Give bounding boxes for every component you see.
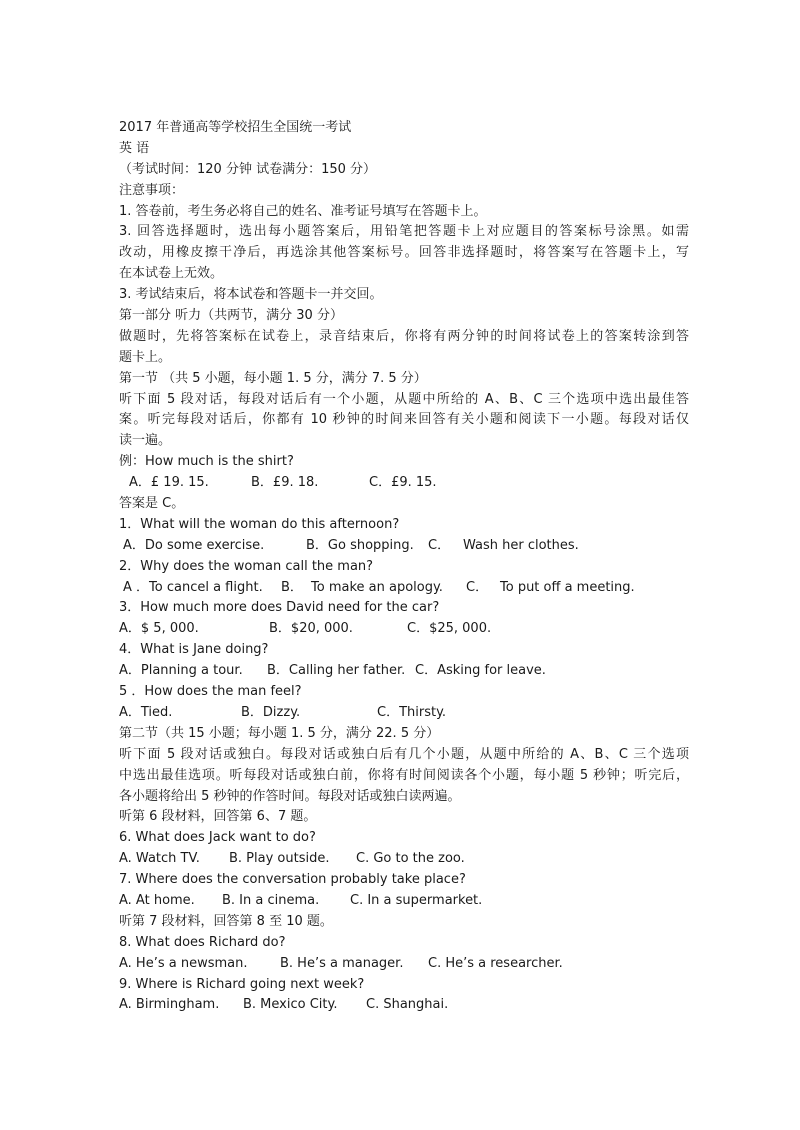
question-options [119, 954, 689, 975]
option: A．$ 5, 000. [119, 621, 199, 637]
option: C．Asking for leave. [415, 663, 546, 679]
option: B. Mexico City. [243, 997, 338, 1013]
option: C． [466, 579, 489, 595]
option: A．Planning a tour. [119, 663, 243, 679]
question-options [119, 703, 689, 724]
exam-time-info: （考试时间：120 分钟 试卷满分：150 分） [119, 161, 377, 177]
question-text: 9. Where is Richard going next week? [119, 976, 365, 992]
material-7-note: 听第 7 段材料，回答第 8 至 10 题。 [119, 913, 333, 929]
section1-instruction-line: 读一遍。 [119, 433, 172, 449]
option: C. Shanghai. [366, 997, 449, 1013]
section1-instruction-line: 案。听完每段对话后，你都有 10 秒钟的时间来回答有关小题和阅读下一小题。每段对话仅 [119, 412, 689, 428]
option: B．Go shopping. [306, 537, 414, 553]
notes-heading: 注意事项： [119, 182, 185, 198]
example-answer: 答案是 C。 [119, 496, 185, 512]
exam-subject: 英 语 [119, 140, 150, 156]
option: A. Birmingham. [119, 997, 220, 1013]
option: C． [428, 537, 451, 553]
option: B．£9. 18. [251, 475, 319, 491]
question-text: 7. Where does the conversation probably take place? [119, 872, 466, 888]
option: B．$20, 000. [269, 621, 353, 637]
option: A. He’s a newsman. [119, 955, 248, 971]
section1-instruction-line: 听下面 5 段对话，每段对话后有一个小题，从题中所给的 A、B、C 三个选项中选出最佳答 [119, 391, 689, 407]
option: C. Go to the zoo. [356, 851, 465, 867]
question-text: 5 ．How does the man feel? [119, 684, 302, 700]
part1-instruction-line: 做题时，先将答案标在试卷上，录音结束后，你将有两分钟的时间将试卷上的答案转涂到答 [119, 328, 689, 344]
option: C. In a supermarket. [350, 892, 483, 908]
part1-heading: 第一部分 听力（共两节，满分 30 分） [119, 308, 343, 324]
question-options [119, 578, 689, 599]
option: B．Dizzy. [241, 704, 301, 720]
note-line: 3. 考试结束后，将本试卷和答题卡一并交回。 [119, 287, 383, 303]
question-options [119, 536, 689, 557]
option: A．Do some exercise. [123, 537, 265, 553]
option: C．$25, 000. [407, 621, 492, 637]
option: A. At home. [119, 892, 195, 908]
option: A. Watch TV. [119, 851, 200, 867]
question-text: 3．How much more does David need for the car? [119, 600, 440, 616]
note-line: 1. 答卷前，考生务必将自己的姓名、准考证号填写在答题卡上。 [119, 203, 487, 219]
option: B. In a cinema. [222, 892, 320, 908]
option: B．Calling her father. [267, 663, 406, 679]
question-text: 1．What will the woman do this afternoon? [119, 516, 400, 532]
part1-instruction-line: 题卡上。 [119, 349, 172, 365]
section2-instruction-line: 各小题将给出 5 秒钟的作答时间。每段对话或独白读两遍。 [119, 788, 461, 804]
question-text: 8. What does Richard do? [119, 934, 286, 950]
example-options [119, 473, 689, 494]
option: B． [281, 579, 303, 595]
question-text: 4．What is Jane doing? [119, 642, 269, 658]
exam-title: 2017 年普通高等学校招生全国统一考试 [119, 120, 352, 135]
option: A ．To cancel a flight. [123, 579, 263, 595]
material-6-note: 听第 6 段材料，回答第 6、7 题。 [119, 809, 317, 825]
option: B. Play outside. [229, 851, 330, 867]
option: C．Thirsty. [377, 704, 447, 720]
note-line: 在本试卷上无效。 [119, 266, 224, 282]
option: C. He’s a researcher. [428, 955, 563, 971]
section1-heading: 第一节 （共 5 小题，每小题 1. 5 分，满分 7. 5 分） [119, 370, 427, 386]
question-options [119, 661, 689, 682]
option: A．Tied. [119, 704, 173, 720]
question-text: 6. What does Jack want to do? [119, 830, 316, 846]
section2-instruction-line: 听下面 5 段对话或独白。每段对话或独白后有几个小题，从题中所给的 A、B、C 三个选项 [119, 746, 689, 762]
example-question: 例：How much is the shirt? [119, 454, 294, 470]
note-line: 改动，用橡皮擦干净后，再选涂其他答案标号。回答非选择题时，将答案写在答题卡上，写 [119, 245, 689, 261]
option: To make an apology. [311, 579, 443, 595]
option: B. He’s a manager. [280, 955, 404, 971]
section2-instruction-line: 中选出最佳选项。听每段对话或独白前，你将有时间阅读各个小题，每小题 5 秒钟；听完后， [119, 767, 689, 783]
option: To put off a meeting. [500, 579, 635, 595]
option: Wash her clothes. [463, 537, 579, 553]
question-options [119, 619, 689, 640]
question-text: 2．Why does the woman call the man? [119, 558, 374, 574]
question-options [119, 849, 689, 870]
option: A．£ 19. 15. [129, 475, 209, 491]
section2-heading: 第二节（共 15 小题；每小题 1. 5 分，满分 22. 5 分） [119, 725, 440, 741]
question-options [119, 995, 689, 1016]
note-line: 3. 回答选择题时，选出每小题答案后，用铅笔把答题卡上对应题目的答案标号涂黑。如需 [119, 224, 689, 240]
question-options [119, 891, 689, 912]
option: C．£9. 15. [369, 475, 437, 491]
exam-page [119, 118, 689, 1016]
